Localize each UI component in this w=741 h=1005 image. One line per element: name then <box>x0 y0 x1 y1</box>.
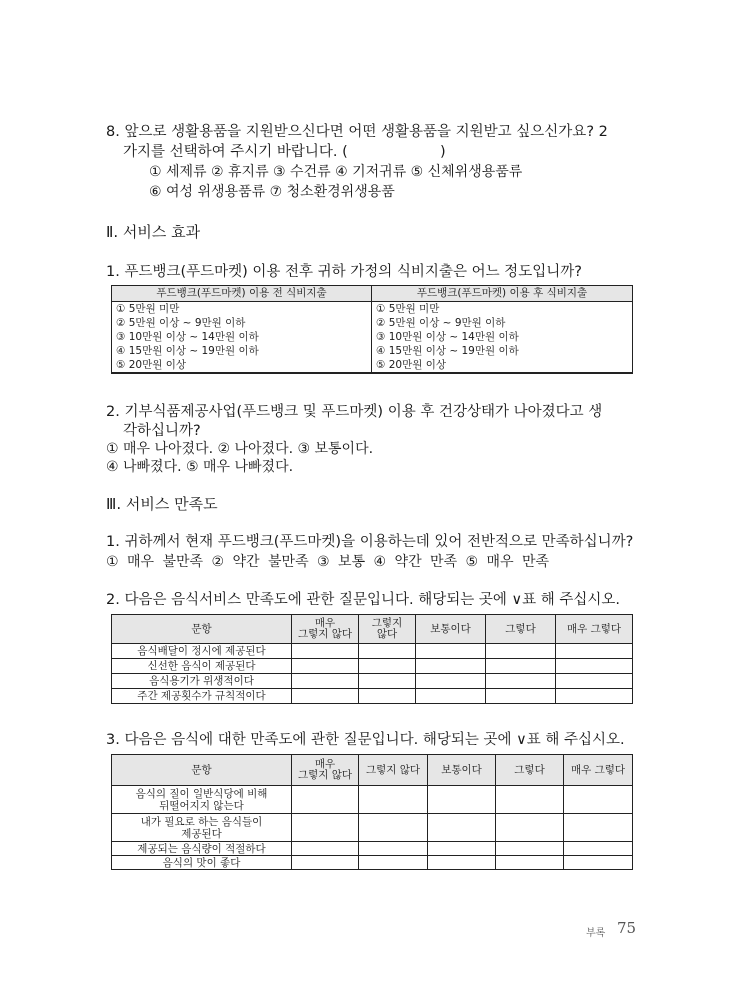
answer-cell[interactable] <box>416 644 486 659</box>
expense-before-option: ④ 15만원 이상 ~ 19만원 이하 <box>116 345 259 357</box>
answer-cell[interactable] <box>496 814 564 842</box>
col-agree: 그렇다 <box>496 755 564 786</box>
col-disagree: 그렇지 않다 <box>359 615 416 644</box>
q8-options-2: ⑥ 여성 위생용품류 ⑦ 청소환경위생용품 <box>149 184 395 200</box>
answer-cell[interactable] <box>428 842 496 856</box>
answer-cell[interactable] <box>416 674 486 689</box>
col-disagree: 그렇지 않다 <box>359 755 428 786</box>
answer-cell[interactable] <box>359 814 428 842</box>
footer-label: 부록 <box>586 928 606 939</box>
col-neutral: 보통이다 <box>416 615 486 644</box>
answer-cell[interactable] <box>556 644 633 659</box>
answer-cell[interactable] <box>486 644 556 659</box>
answer-cell[interactable] <box>359 659 416 674</box>
answer-cell[interactable] <box>564 856 633 870</box>
food-satisfaction-table <box>111 754 633 870</box>
col-strongly-disagree: 매우 그렇지 않다 <box>292 615 359 644</box>
s3q1-title: 1. 귀하께서 현재 푸드뱅크(푸드마켓)을 이용하는데 있어 전반적으로 만족하십니까? <box>106 534 634 550</box>
q8-options-1: ① 세제류 ② 휴지류 ③ 수건류 ④ 기저귀류 ⑤ 신체위생용품류 <box>149 164 523 180</box>
answer-cell[interactable] <box>428 786 496 814</box>
answer-cell[interactable] <box>292 644 359 659</box>
answer-cell[interactable] <box>292 814 359 842</box>
answer-cell[interactable] <box>564 814 633 842</box>
section-3-title: Ⅲ. 서비스 만족도 <box>106 495 218 513</box>
service-row-label: 음식용기가 위생적이다 <box>112 674 292 689</box>
answer-cell[interactable] <box>292 842 359 856</box>
answer-cell[interactable] <box>416 689 486 704</box>
answer-cell[interactable] <box>496 842 564 856</box>
col-item: 문항 <box>112 755 292 786</box>
col-strongly-agree: 매우 그렇다 <box>564 755 633 786</box>
answer-cell[interactable] <box>428 814 496 842</box>
expense-before-option: ② 5만원 이상 ~ 9만원 이하 <box>116 317 246 329</box>
answer-cell[interactable] <box>359 786 428 814</box>
answer-cell[interactable] <box>486 674 556 689</box>
answer-cell[interactable] <box>359 644 416 659</box>
q8-line1: 8. 앞으로 생활용품을 지원받으신다면 어떤 생활용품을 지원받고 싶으신가요? 2 <box>106 124 608 140</box>
answer-cell[interactable] <box>564 786 633 814</box>
answer-cell[interactable] <box>292 674 359 689</box>
expense-after-options <box>372 302 633 373</box>
q8-line2: 가지를 선택하여 주시기 바랍니다. ( ) <box>123 144 446 160</box>
answer-cell[interactable] <box>359 689 416 704</box>
section-2-title: Ⅱ. 서비스 효과 <box>106 223 201 241</box>
s3q2-title: 2. 다음은 음식서비스 만족도에 관한 질문입니다. 해당되는 곳에 ∨표 해 주십시오. <box>106 592 620 608</box>
expense-after-option: ② 5만원 이상 ~ 9만원 이하 <box>376 317 506 329</box>
food-row-label: 음식의 질이 일반식당에 비해 뒤떨어지지 않는다 <box>112 786 292 814</box>
service-row-label: 음식배달이 정시에 제공된다 <box>112 644 292 659</box>
answer-cell[interactable] <box>359 842 428 856</box>
s2q2-line1: 2. 기부식품제공사업(푸드뱅크 및 푸드마켓) 이용 후 건강상태가 나아졌다고 생 <box>106 404 603 420</box>
expense-after-option: ③ 10만원 이상 ~ 14만원 이하 <box>376 331 519 343</box>
answer-cell[interactable] <box>359 856 428 870</box>
expense-before-option: ⑤ 20만원 이상 <box>116 359 187 371</box>
expense-header-before: 푸드뱅크(푸드마켓) 이용 전 식비지출 <box>112 286 372 302</box>
col-item: 문항 <box>112 615 292 644</box>
page-number: 75 <box>617 919 637 937</box>
service-row-label: 주간 제공횟수가 규칙적이다 <box>112 689 292 704</box>
s2q2-line2: 각하십니까? <box>123 423 201 439</box>
answer-cell[interactable] <box>556 689 633 704</box>
answer-cell[interactable] <box>428 856 496 870</box>
food-row-label: 음식의 맛이 좋다 <box>112 856 292 870</box>
answer-cell[interactable] <box>556 659 633 674</box>
s2q2-options-1: ① 매우 나아졌다. ② 나아졌다. ③ 보통이다. <box>106 441 374 457</box>
s3q3-title: 3. 다음은 음식에 대한 만족도에 관한 질문입니다. 해당되는 곳에 ∨표 해 주십시오. <box>106 732 625 748</box>
answer-cell[interactable] <box>486 689 556 704</box>
answer-cell[interactable] <box>359 674 416 689</box>
expense-table <box>111 285 633 374</box>
col-strongly-disagree: 매우 그렇지 않다 <box>292 755 359 786</box>
expense-header-after: 푸드뱅크(푸드마켓) 이용 후 식비지출 <box>372 286 633 302</box>
col-strongly-agree: 매우 그렇다 <box>556 615 633 644</box>
s2q1-title: 1. 푸드뱅크(푸드마켓) 이용 전후 귀하 가정의 식비지출은 어느 정도입니까? <box>106 264 582 280</box>
answer-cell[interactable] <box>292 786 359 814</box>
expense-after-option: ④ 15만원 이상 ~ 19만원 이하 <box>376 345 519 357</box>
answer-cell[interactable] <box>496 856 564 870</box>
expense-before-option: ① 5만원 미만 <box>116 303 180 315</box>
answer-cell[interactable] <box>556 674 633 689</box>
expense-after-option: ⑤ 20만원 이상 <box>376 359 447 371</box>
col-neutral: 보통이다 <box>428 755 496 786</box>
expense-before-options <box>112 302 372 373</box>
food-row-label: 제공되는 음식량이 적절하다 <box>112 842 292 856</box>
expense-after-option: ① 5만원 미만 <box>376 303 440 315</box>
answer-cell[interactable] <box>496 786 564 814</box>
answer-cell[interactable] <box>416 659 486 674</box>
answer-cell[interactable] <box>292 689 359 704</box>
food-row-label: 내가 필요로 하는 음식들이 제공된다 <box>112 814 292 842</box>
answer-cell[interactable] <box>486 659 556 674</box>
s3q1-options: ① 매우 불만족 ② 약간 불만족 ③ 보통 ④ 약간 만족 ⑤ 매우 만족 <box>106 554 550 570</box>
answer-cell[interactable] <box>292 856 359 870</box>
answer-cell[interactable] <box>292 659 359 674</box>
col-agree: 그렇다 <box>486 615 556 644</box>
answer-cell[interactable] <box>564 842 633 856</box>
expense-before-option: ③ 10만원 이상 ~ 14만원 이하 <box>116 331 259 343</box>
service-satisfaction-table <box>111 614 633 704</box>
service-row-label: 신선한 음식이 제공된다 <box>112 659 292 674</box>
s2q2-options-2: ④ 나빠졌다. ⑤ 매우 나빠졌다. <box>106 459 294 475</box>
